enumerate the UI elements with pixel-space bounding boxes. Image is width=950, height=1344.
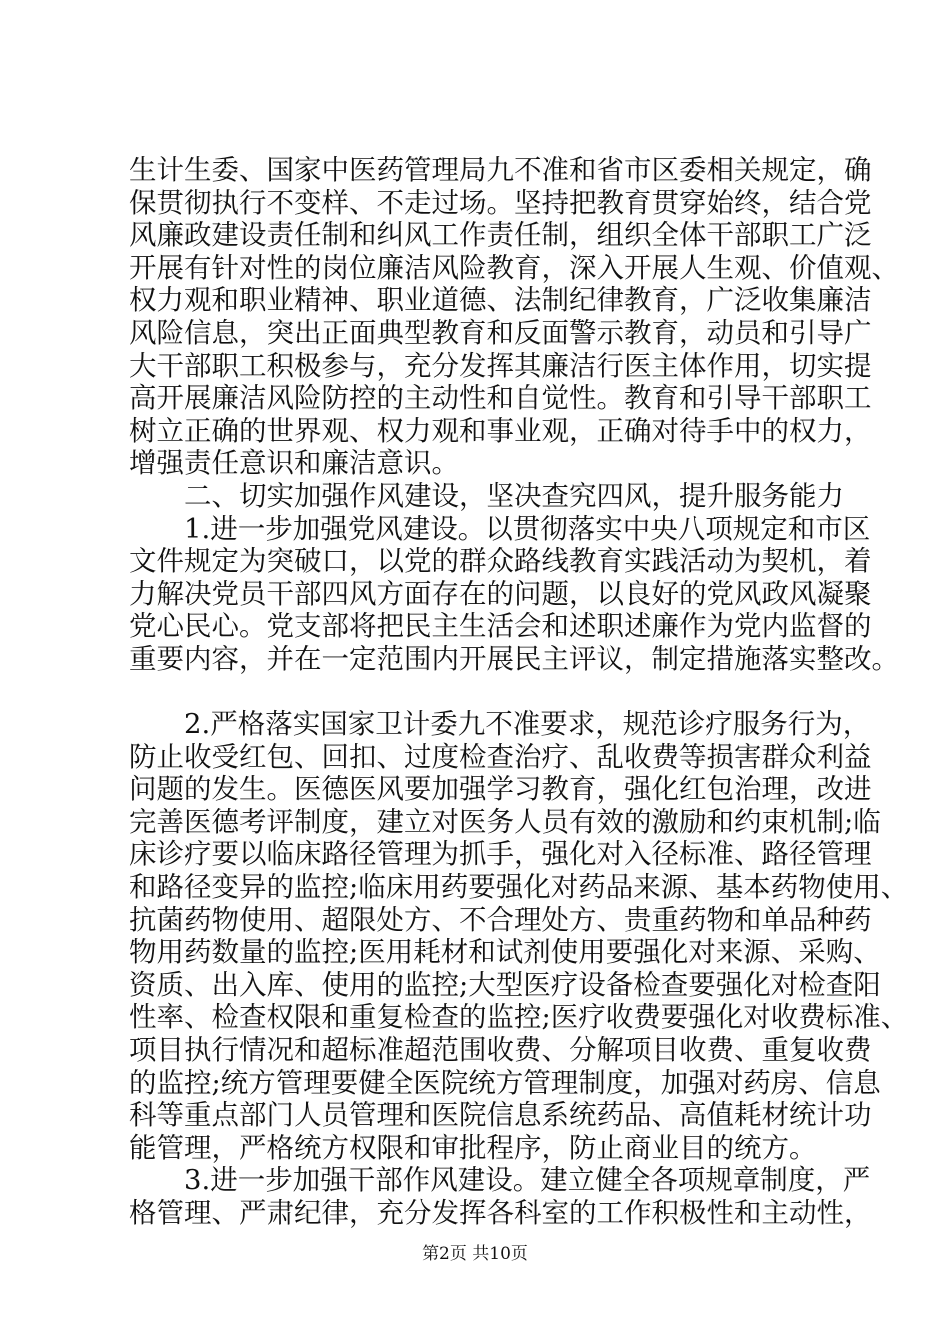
paragraph-4: [129, 708, 909, 1164]
text-line: 力解决党员干部四风方面存在的问题，以良好的党风政风凝聚: [129, 577, 872, 610]
heading-line: 二、切实加强作风建设，坚决查究四风，提升服务能力: [184, 479, 844, 512]
text-line: 的监控;统方管理要健全医院统方管理制度，加强对药房、信息: [129, 1066, 881, 1099]
text-line: 开展有针对性的岗位廉洁风险教育，深入开展人生观、价值观、: [129, 251, 899, 284]
text-line: 重要内容，并在一定范围内开展民主评议，制定措施落实整改。: [129, 642, 899, 675]
text-line: 高开展廉洁风险防控的主动性和自觉性。教育和引导干部职工: [129, 382, 872, 415]
text-line: 风廉政建设责任制和纠风工作责任制，组织全体干部职工广泛: [129, 219, 872, 252]
paragraph-spacer: [129, 676, 829, 709]
text-line: 抗菌药物使用、超限处方、不合理处方、贵重药物和单品种药: [129, 903, 872, 936]
paragraph-5: [129, 1164, 872, 1229]
paragraph-1: [129, 154, 899, 480]
text-line: 风险信息，突出正面典型教育和反面警示教育，动员和引导广: [129, 316, 872, 349]
text-line: 防止收受红包、回扣、过度检查治疗、乱收费等损害群众利益: [129, 740, 872, 773]
text-line: 能管理，严格统方权限和审批程序，防止商业目的统方。: [129, 1131, 817, 1164]
text-line: 1.进一步加强党风建设。以贯彻落实中央八项规定和市区: [184, 512, 871, 545]
text-line: 保贯彻执行不变样、不走过场。坚持把教育贯穿始终，结合党: [129, 186, 872, 219]
text-line: 项目执行情况和超标准超范围收费、分解项目收费、重复收费: [129, 1034, 872, 1067]
text-line: 大干部职工积极参与，充分发挥其廉洁行医主体作用，切实提: [129, 349, 872, 382]
text-line: 物用药数量的监控;医用耗材和试剂使用要强化对来源、采购、: [129, 936, 881, 969]
text-line: 问题的发生。医德医风要加强学习教育，强化红包治理，改进: [129, 773, 872, 806]
text-line: 格管理、严肃纪律，充分发挥各科室的工作积极性和主动性，: [129, 1197, 872, 1229]
text-line: 资质、出入库、使用的监控;大型医疗设备检查要强化对检查阳: [129, 968, 881, 1001]
page-number-footer: 第2页 共10页: [422, 1244, 528, 1264]
text-line: 性率、检查权限和重复检查的监控;医疗收费要强化对收费标准、: [129, 1001, 909, 1034]
text-line: 完善医德考评制度，建立对医务人员有效的激励和约束机制;临: [129, 805, 881, 838]
text-line: 树立正确的世界观、权力观和事业观，正确对待手中的权力，: [129, 414, 872, 447]
text-line: 科等重点部门人员管理和医院信息系统药品、高值耗材统计功: [129, 1099, 872, 1132]
paragraph-3: [129, 512, 899, 676]
text-line: 床诊疗要以临床路径管理为抓手，强化对入径标准、路径管理: [129, 838, 872, 871]
text-line: 3.进一步加强干部作风建设。建立健全各项规章制度，严: [184, 1164, 871, 1197]
text-line: 生计生委、国家中医药管理局九不准和省市区委相关规定，确: [129, 154, 872, 186]
section-heading: [129, 479, 844, 513]
page-body: [129, 154, 909, 1230]
text-line: 文件规定为突破口，以党的群众路线教育实践活动为契机，着: [129, 545, 872, 578]
text-line: 党心民心。党支部将把民主生活会和述职述廉作为党内监督的: [129, 610, 872, 643]
text-line: 和路径变异的监控;临床用药要强化对药品来源、基本药物使用、: [129, 871, 909, 904]
text-line: 权力观和职业精神、职业道德、法制纪律教育，广泛收集廉洁: [129, 284, 872, 317]
text-line: 2.严格落实国家卫计委九不准要求，规范诊疗服务行为，: [184, 708, 871, 741]
text-line: 增强责任意识和廉洁意识。: [129, 447, 459, 480]
